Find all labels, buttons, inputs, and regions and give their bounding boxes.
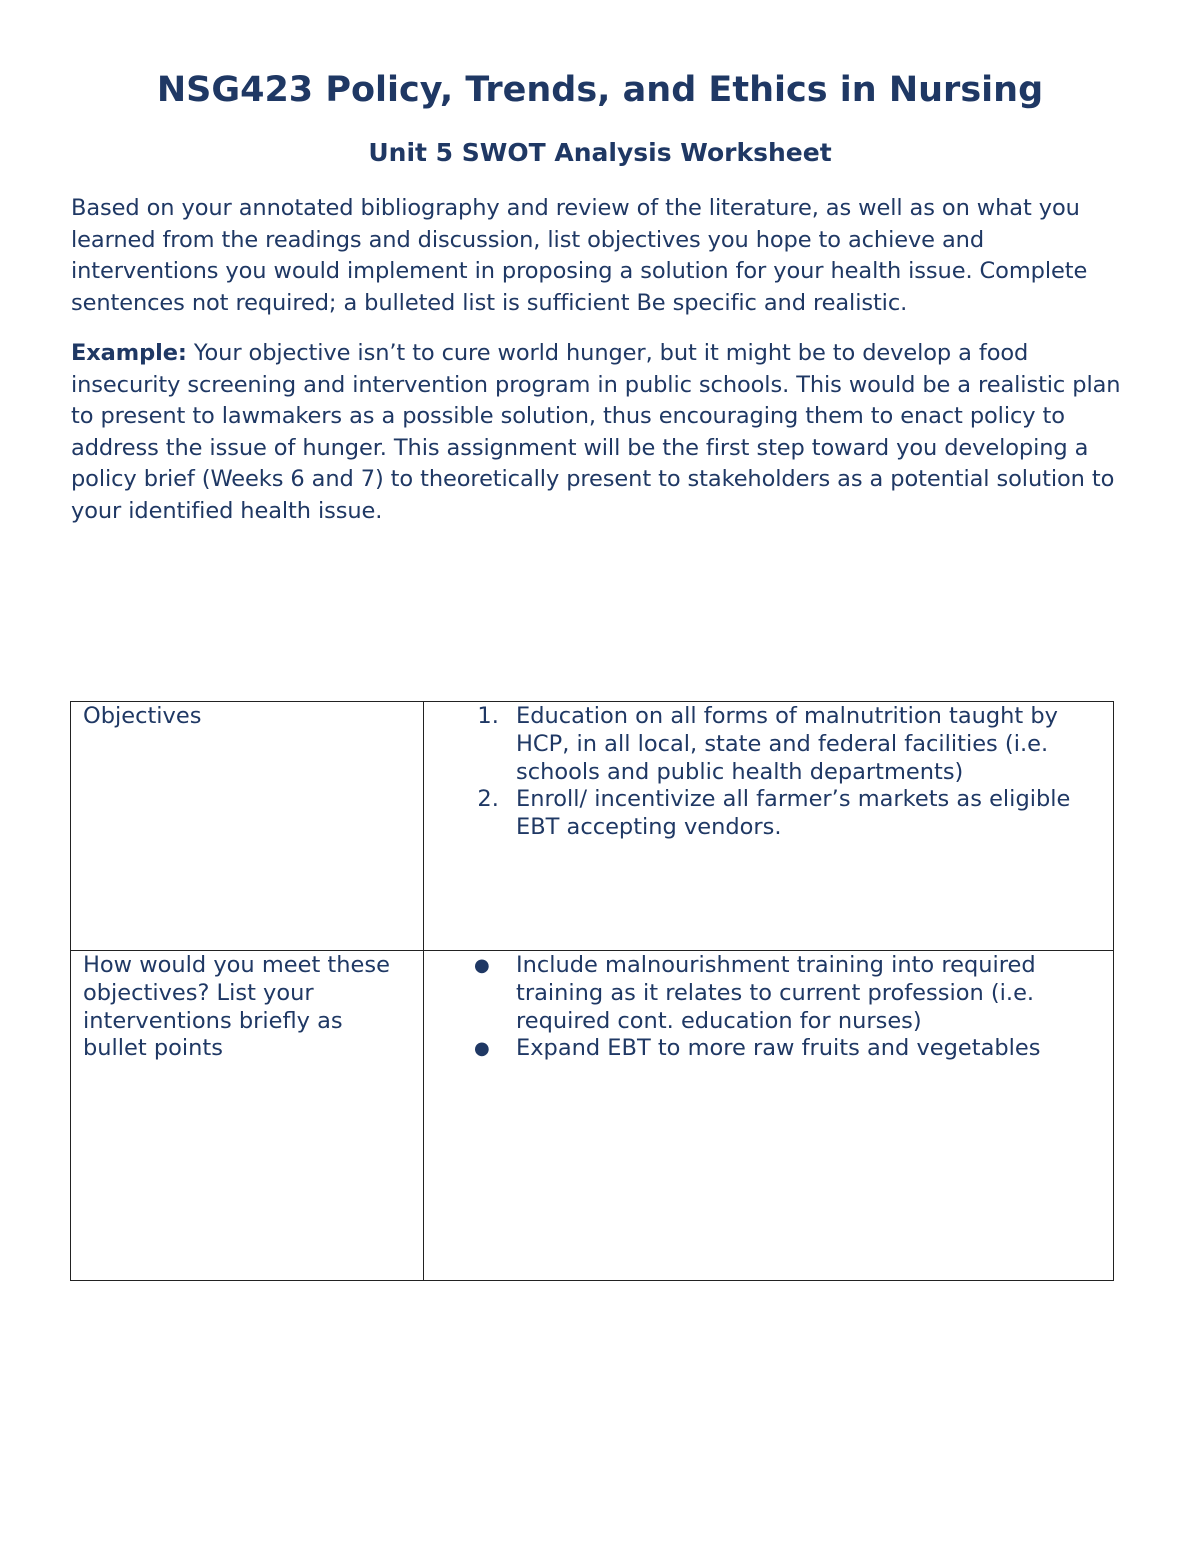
- objectives-row: [71, 702, 1114, 951]
- interventions-row: [71, 951, 1114, 1281]
- instructions-paragraph: Based on your annotated bibliography and review of the literature, as well as on what you learned from the readings and discussion, list objectives you hope to achieve and interventions you would implement in proposing a solution for your health issue. Complete sentences not required; a bulleted list is sufficient Be specific and realistic.: [71, 195, 1088, 316]
- objectives-list: [436, 703, 1103, 842]
- interventions-label: How would you meet these objectives? List your interventions briefly as bullet points: [83, 952, 390, 1062]
- worksheet-table: [70, 701, 1114, 1281]
- intervention-text: Include malnourishment training into required training as it relates to current profession (i.e. required cont. education for nurses): [516, 952, 1036, 1034]
- intervention-text: Expand EBT to more raw fruits and vegetables: [516, 1035, 1041, 1062]
- page-subtitle: Unit 5 SWOT Analysis Worksheet: [368, 138, 832, 167]
- objectives-label-cell: [71, 702, 424, 951]
- interventions-list: [436, 952, 1103, 1063]
- intervention-item: [474, 952, 1103, 1035]
- objective-item: 1. Education on all forms of malnutrition taught by HCP, in all local, state and federal facilities (i.e. schools and public health departments): [506, 703, 1103, 786]
- example-paragraph: [71, 338, 1131, 527]
- example-label: Example:: [71, 340, 187, 366]
- page-title: NSG423 Policy, Trends, and Ethics in Nursing: [156, 70, 1044, 110]
- objectives-content-cell[interactable]: [424, 702, 1114, 951]
- bullet-icon: ●: [474, 1038, 490, 1060]
- intervention-item: [474, 1035, 1103, 1063]
- bullet-icon: ●: [474, 955, 490, 976]
- interventions-content-cell[interactable]: [424, 951, 1114, 1281]
- example-text: Your objective isn’t to cure world hunger, but it might be to develop a food insecurity screening and intervention program in public schools. This would be a realistic plan to present to lawmakers as a possible solution, thus encouraging them to enact policy to address the issue of hunger. This assignment will be the first step toward you developing a policy brief (Weeks 6 and 7) to theoretically present to stakeholders as a potential solution to your identified health issue.: [71, 340, 1121, 524]
- objective-item: 2. Enroll/ incentivize all farmer’s markets as eligible EBT accepting vendors.: [506, 786, 1103, 842]
- interventions-label-cell: [71, 951, 424, 1281]
- objectives-label: Objectives: [83, 703, 202, 729]
